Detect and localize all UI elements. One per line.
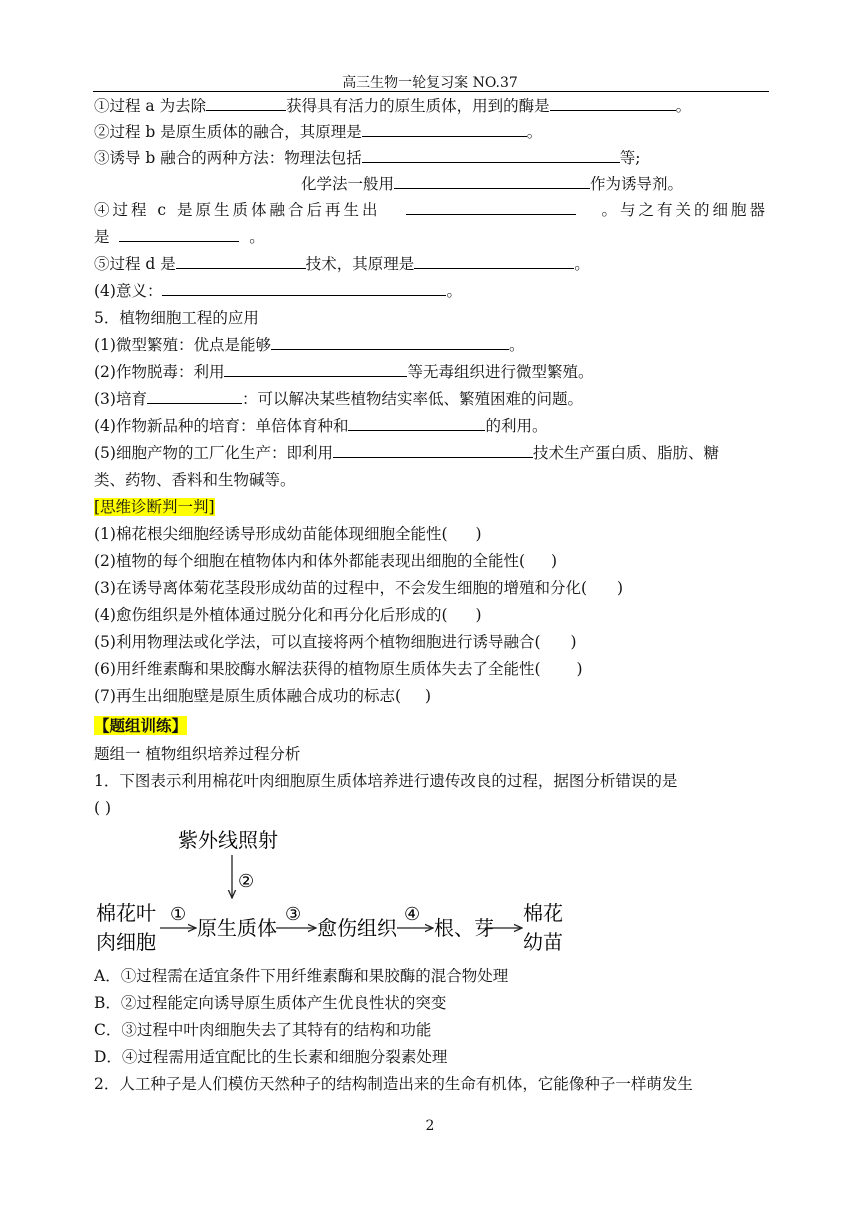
judge-item-4: (4)愈伤组织是外植体通过脱分化和再分化后形成的( )	[94, 606, 482, 624]
answer-blank[interactable]	[414, 254, 574, 269]
answer-blank[interactable]	[348, 416, 485, 431]
header-rule	[93, 91, 769, 92]
item-process-b: ②过程 b 是原生质体的融合，其原理是 。	[94, 123, 543, 141]
judge-item-1: (1)棉花根尖细胞经诱导形成幼苗能体现细胞全能性( )	[94, 525, 482, 543]
item-factory-production: (5)细胞产物的工厂化生产：即利用 技术生产蛋白质、脂肪、糖	[94, 444, 719, 462]
protoplast-label: 原生质体	[197, 916, 277, 940]
item-process-d: ⑤过程 d 是 技术，其原理是 。	[94, 255, 590, 273]
step-3-label: ③	[285, 904, 302, 925]
item-micropropagation: (1)微型繁殖：优点是能够 。	[94, 336, 525, 354]
start-label-line2: 肉细胞	[96, 930, 156, 954]
option-c: C．③过程中叶肉细胞失去了其特有的结构和功能	[94, 1021, 432, 1039]
item-chemical-method: 化学法一般用 作为诱导剂。	[301, 175, 684, 193]
end-label-line1: 棉花	[523, 901, 563, 925]
step-1-label: ①	[170, 904, 187, 925]
answer-blank[interactable]	[271, 335, 509, 350]
end-label-line2: 幼苗	[523, 930, 563, 954]
answer-blank[interactable]	[224, 362, 407, 377]
callus-label: 愈伤组织	[317, 916, 397, 940]
answer-blank[interactable]	[362, 122, 527, 137]
option-b: B．②过程能定向诱导原生质体产生优良性状的突变	[94, 994, 447, 1012]
answer-blank[interactable]	[162, 281, 446, 296]
question-1-paren: ( )	[94, 799, 112, 817]
item-new-varieties: (4)作物新品种的培育：单倍体育种和 的利用。	[94, 417, 548, 435]
answer-blank[interactable]	[147, 389, 242, 404]
option-d: D．④过程需用适宜配比的生长素和细胞分裂素处理	[94, 1048, 448, 1066]
page-header: 高三生物一轮复习案 NO.37	[342, 75, 518, 91]
uv-label: 紫外线照射	[178, 828, 278, 852]
item-significance: (4)意义： 。	[94, 282, 462, 300]
step-4-label: ④	[404, 904, 421, 925]
judge-title: [思维诊断判一判]	[94, 498, 215, 516]
option-a: A．①过程需在适宜条件下用纤维素酶和果胶酶的混合物处理	[94, 967, 509, 985]
judge-item-3: (3)在诱导离体菊花茎段形成幼苗的过程中，不会发生细胞的增殖和分化( )	[94, 579, 624, 597]
item-process-a: ①过程 a 为去除 获得具有活力的原生质体，用到的酶是 。	[94, 97, 692, 115]
answer-blank[interactable]	[176, 254, 306, 269]
page-number: 2	[425, 1118, 435, 1134]
item-fusion-methods: ③诱导 b 融合的两种方法：物理法包括 等;	[94, 149, 641, 167]
step-2-label: ②	[238, 871, 255, 892]
training-title: 【题组训练】	[94, 716, 188, 735]
judge-item-2: (2)植物的每个细胞在植物体内和体外都能表现出细胞的全能性( )	[94, 552, 558, 570]
section-heading-applications: 5．植物细胞工程的应用	[94, 309, 259, 327]
process-diagram	[90, 825, 590, 960]
question-1-stem: 1．下图表示利用棉花叶肉细胞原生质体培养进行遗传改良的过程，据图分析错误的是	[94, 772, 678, 790]
judge-item-5: (5)利用物理法或化学法，可以直接将两个植物细胞进行诱导融合( )	[94, 633, 577, 651]
answer-blank[interactable]	[362, 148, 620, 163]
item-process-c: ④过程 c 是原生质体融合后再生出 。与之有关的细胞器	[94, 201, 768, 219]
judge-item-6: (6)用纤维素酶和果胶酶水解法获得的植物原生质体失去了全能性( )	[94, 660, 583, 678]
question-2-stem: 2．人工种子是人们模仿天然种子的结构制造出来的生命有机体，它能像种子一样萌发生	[94, 1075, 693, 1093]
answer-blank[interactable]	[550, 96, 676, 111]
root-bud-label: 根、芽	[434, 916, 494, 940]
answer-blank[interactable]	[406, 200, 576, 215]
answer-blank[interactable]	[333, 443, 533, 458]
judge-item-7: (7)再生出细胞壁是原生质体融合成功的标志( )	[94, 687, 432, 705]
answer-blank[interactable]	[119, 227, 239, 242]
answer-blank[interactable]	[206, 96, 286, 111]
training-group-title: 题组一 植物组织培养过程分析	[94, 745, 301, 763]
start-label-line1: 棉花叶	[96, 901, 156, 925]
item-virus-free: (2)作物脱毒：利用 等无毒组织进行微型繁殖。	[94, 363, 594, 381]
answer-blank[interactable]	[394, 174, 590, 189]
item-process-c-organelle: 是 。	[94, 228, 265, 246]
item-cultivate: (3)培育 ：可以解决某些植物结实率低、繁殖困难的问题。	[94, 390, 583, 408]
item-factory-production-cont: 类、药物、香料和生物碱等。	[94, 471, 296, 489]
